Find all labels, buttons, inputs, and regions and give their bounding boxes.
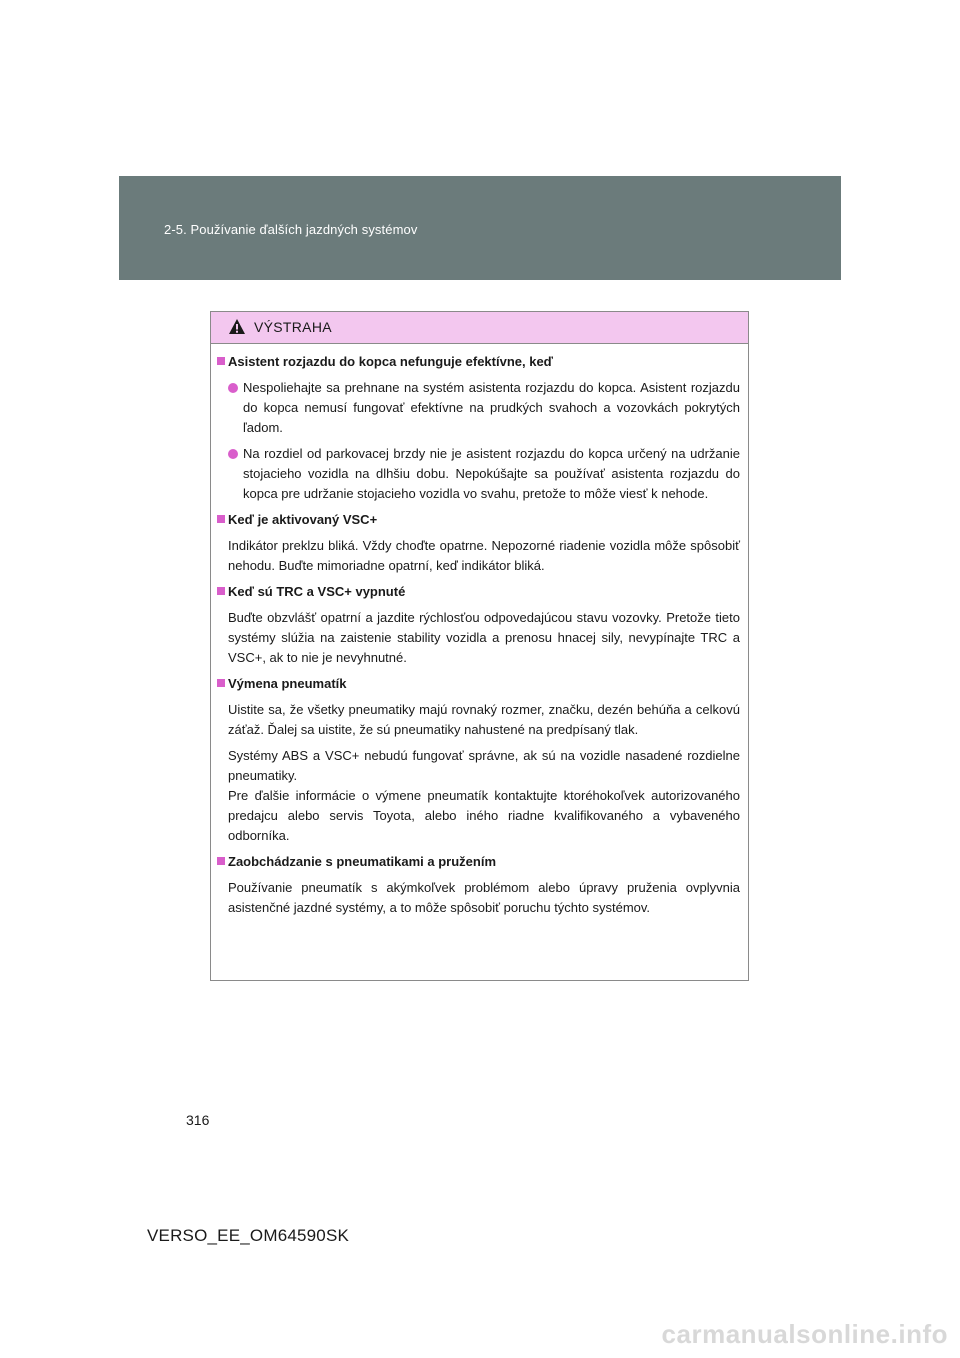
warning-triangle-icon <box>228 318 246 335</box>
round-bullet-icon <box>228 383 238 393</box>
warning-header <box>211 312 748 344</box>
warning-title: VÝSTRAHA <box>254 319 332 335</box>
square-bullet-icon <box>217 357 225 365</box>
list-item: Na rozdiel od parkovacej brzdy nie je asistent rozjazdu do kopca určený na udržanie stojacieho vozidla na dlhšiu dobu. Nepokúšajte sa používať asistenta rozjazdu do kopca pre udržanie stojacieho vozidla vo svahu, pretože to môže viesť k nehode. <box>217 444 740 504</box>
paragraph: Indikátor preklzu bliká. Vždy choďte opatrne. Nepozorné riadenie vozidla môže spôsobiť nehodu. Buďte mimoriadne opatrní, keď indikátor bliká. <box>228 538 740 573</box>
page-number: 316 <box>186 1112 210 1128</box>
section-title: 2-5. Používanie ďalších jazdných systémov <box>164 222 418 237</box>
square-bullet-icon <box>217 587 225 595</box>
paragraph: Buďte obzvlášť opatrní a jazdite rýchlosťou odpovedajúcou stavu vozovky. Pretože tieto systémy slúžia na zaistenie stability vozidla a prenosu hnacej sily, nevypínajte TRC a VSC+, ak to nie je nevyhnutné. <box>228 610 740 665</box>
watermark: carmanualsonline.info <box>661 1319 948 1349</box>
section-header-band <box>119 176 841 280</box>
document-code: VERSO_EE_OM64590SK <box>147 1226 350 1245</box>
section-heading: Keď je aktivovaný VSC+ <box>217 510 740 530</box>
square-bullet-icon <box>217 515 225 523</box>
paragraph: Pre ďalšie informácie o výmene pneumatík kontaktujte ktoréhokoľvek autorizovaného predajcu alebo servis Toyota, alebo iného riadne kvalifikovaného a vybaveného odborníka. <box>228 788 740 843</box>
list-item: Nespoliehajte sa prehnane na systém asistenta rozjazdu do kopca. Asistent rozjazdu do kopca nemusí fungovať efektívne na prudkých svahoch a vozovkách pokrytých ľadom. <box>217 378 740 438</box>
round-bullet-icon <box>228 449 238 459</box>
square-bullet-icon <box>217 679 225 687</box>
paragraph: Systémy ABS a VSC+ nebudú fungovať správne, ak sú na vozidle nasadené rozdielne pneumatiky. <box>228 748 740 783</box>
paragraph: Používanie pneumatík s akýmkoľvek problémom alebo úpravy pruženia ovplyvnia asistenčné jazdné systémy, a to môže spôsobiť poruchu týchto systémov. <box>228 880 740 915</box>
warning-body <box>211 344 748 918</box>
warning-box <box>210 311 749 981</box>
section-heading: Asistent rozjazdu do kopca nefunguje efektívne, keď <box>217 352 740 372</box>
section-heading: Zaobchádzanie s pneumatikami a pružením <box>217 852 740 872</box>
section-heading: Keď sú TRC a VSC+ vypnuté <box>217 582 740 602</box>
section-heading: Výmena pneumatík <box>217 674 740 694</box>
paragraph: Uistite sa, že všetky pneumatiky majú rovnaký rozmer, značku, dezén behúňa a celkovú záťaž. Ďalej sa uistite, že sú pneumatiky nahustené na predpísaný tlak. <box>228 702 740 737</box>
square-bullet-icon <box>217 857 225 865</box>
